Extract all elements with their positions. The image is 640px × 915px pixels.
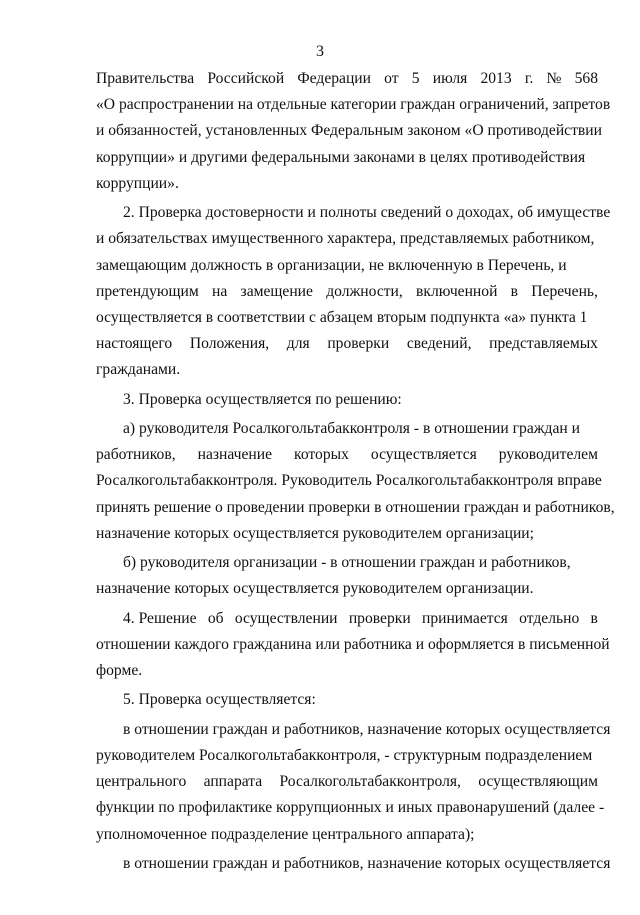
text-line: коррупции». <box>96 174 179 192</box>
text-word: 5 <box>411 70 420 87</box>
text-word: июля <box>432 70 468 87</box>
text-word: Росалкогольтабакконтроля, <box>279 773 461 791</box>
text-word: Российской <box>207 70 285 87</box>
text-line: уполномоченное подразделение центрального аппарата); <box>96 825 475 843</box>
text-word: об <box>207 609 224 627</box>
text-word: 4. Решение <box>123 609 197 627</box>
text-line <box>96 331 598 357</box>
text-line: 2. Проверка достоверности и полноты сведений о доходах, об имуществе <box>123 204 611 222</box>
text-word: центрального <box>96 773 187 791</box>
text-word: в <box>590 609 598 627</box>
text-line: форме. <box>96 662 143 680</box>
text-line: функции по профилактике коррупционных и иных правонарушений (далее - <box>96 799 605 817</box>
text-line: 5. Проверка осуществляется: <box>123 691 316 709</box>
page-number: 3 <box>316 43 324 60</box>
text-word: замещение <box>240 282 313 300</box>
text-line: отношении каждого гражданина или работника и оформляется в письменной <box>96 635 610 653</box>
text-line: принять решение о проведении проверки в отношении граждан и работников, <box>96 498 615 516</box>
text-word: Федерации <box>297 70 371 87</box>
text-word: настоящего <box>96 335 173 353</box>
text-line: коррупции» и другими федеральными законами в целях противодействия <box>96 148 586 166</box>
text-line: и обязательствах имущественного характера, представляемых работником, <box>96 230 595 248</box>
text-line <box>96 769 598 795</box>
text-line: б) руководителя организации - в отношении граждан и работников, <box>123 554 571 572</box>
text-word: принимается <box>421 609 508 627</box>
document-body <box>96 66 615 877</box>
text-word: 2013 <box>480 70 512 87</box>
text-word: проверки <box>348 609 411 627</box>
text-word: г. <box>524 70 534 87</box>
text-word: включенной <box>416 282 498 300</box>
text-line: а) руководителя Росалкогольтабакконтроля - в отношении граждан и <box>123 420 580 437</box>
text-line: назначение которых осуществляется руководителем организации; <box>96 524 534 542</box>
text-word: отдельно <box>519 609 580 627</box>
text-word: для <box>286 335 310 353</box>
text-word: работников, <box>96 446 176 464</box>
text-word: представляемых <box>489 335 598 353</box>
text-line: замещающим должность в организации, не включенную в Перечень, и <box>96 256 567 274</box>
text-word: проверки <box>327 335 390 353</box>
text-word: сведений, <box>406 335 472 353</box>
text-line <box>96 442 598 468</box>
text-line: осуществляется в соответствии с абзацем вторым подпункта «а» пункта 1 <box>96 308 588 326</box>
text-word: осуществлении <box>234 609 338 627</box>
text-line <box>96 66 598 92</box>
text-line: 3. Проверка осуществляется по решению: <box>123 390 402 408</box>
text-word: Перечень, <box>531 282 598 300</box>
text-word: от <box>384 70 399 87</box>
text-line: в отношении граждан и работников, назначение которых осуществляется <box>123 720 611 738</box>
text-line: гражданами. <box>96 361 181 379</box>
text-word: осуществляется <box>370 446 477 464</box>
text-word: аппарата <box>203 773 263 791</box>
text-line <box>96 279 598 305</box>
text-line: «О распространении на отдельные категории граждан ограничений, запретов <box>96 96 611 114</box>
text-word: руководителем <box>498 446 598 464</box>
text-word: претендующим <box>96 282 199 300</box>
text-word: осуществляющим <box>478 773 598 791</box>
text-word: должности, <box>326 282 403 300</box>
text-line: руководителем Росалкогольтабакконтроля, - структурным подразделением <box>96 747 593 764</box>
text-line: Росалкогольтабакконтроля. Руководитель Росалкогольтабакконтроля вправе <box>96 472 602 490</box>
text-line: в отношении граждан и работников, назначение которых осуществляется <box>123 854 611 872</box>
text-word: назначение <box>197 446 273 464</box>
text-word: Правительства <box>96 70 195 87</box>
text-word: на <box>212 282 228 300</box>
text-line: и обязанностей, установленных Федеральным законом «О противодействии <box>96 122 602 140</box>
text-word: Положения, <box>189 335 270 353</box>
text-word: в <box>510 282 519 300</box>
text-line <box>96 606 598 632</box>
text-word: № <box>546 70 562 87</box>
text-line: назначение которых осуществляется руководителем организации. <box>96 580 534 598</box>
text-word: которых <box>294 446 349 464</box>
text-word: 568 <box>574 70 598 87</box>
